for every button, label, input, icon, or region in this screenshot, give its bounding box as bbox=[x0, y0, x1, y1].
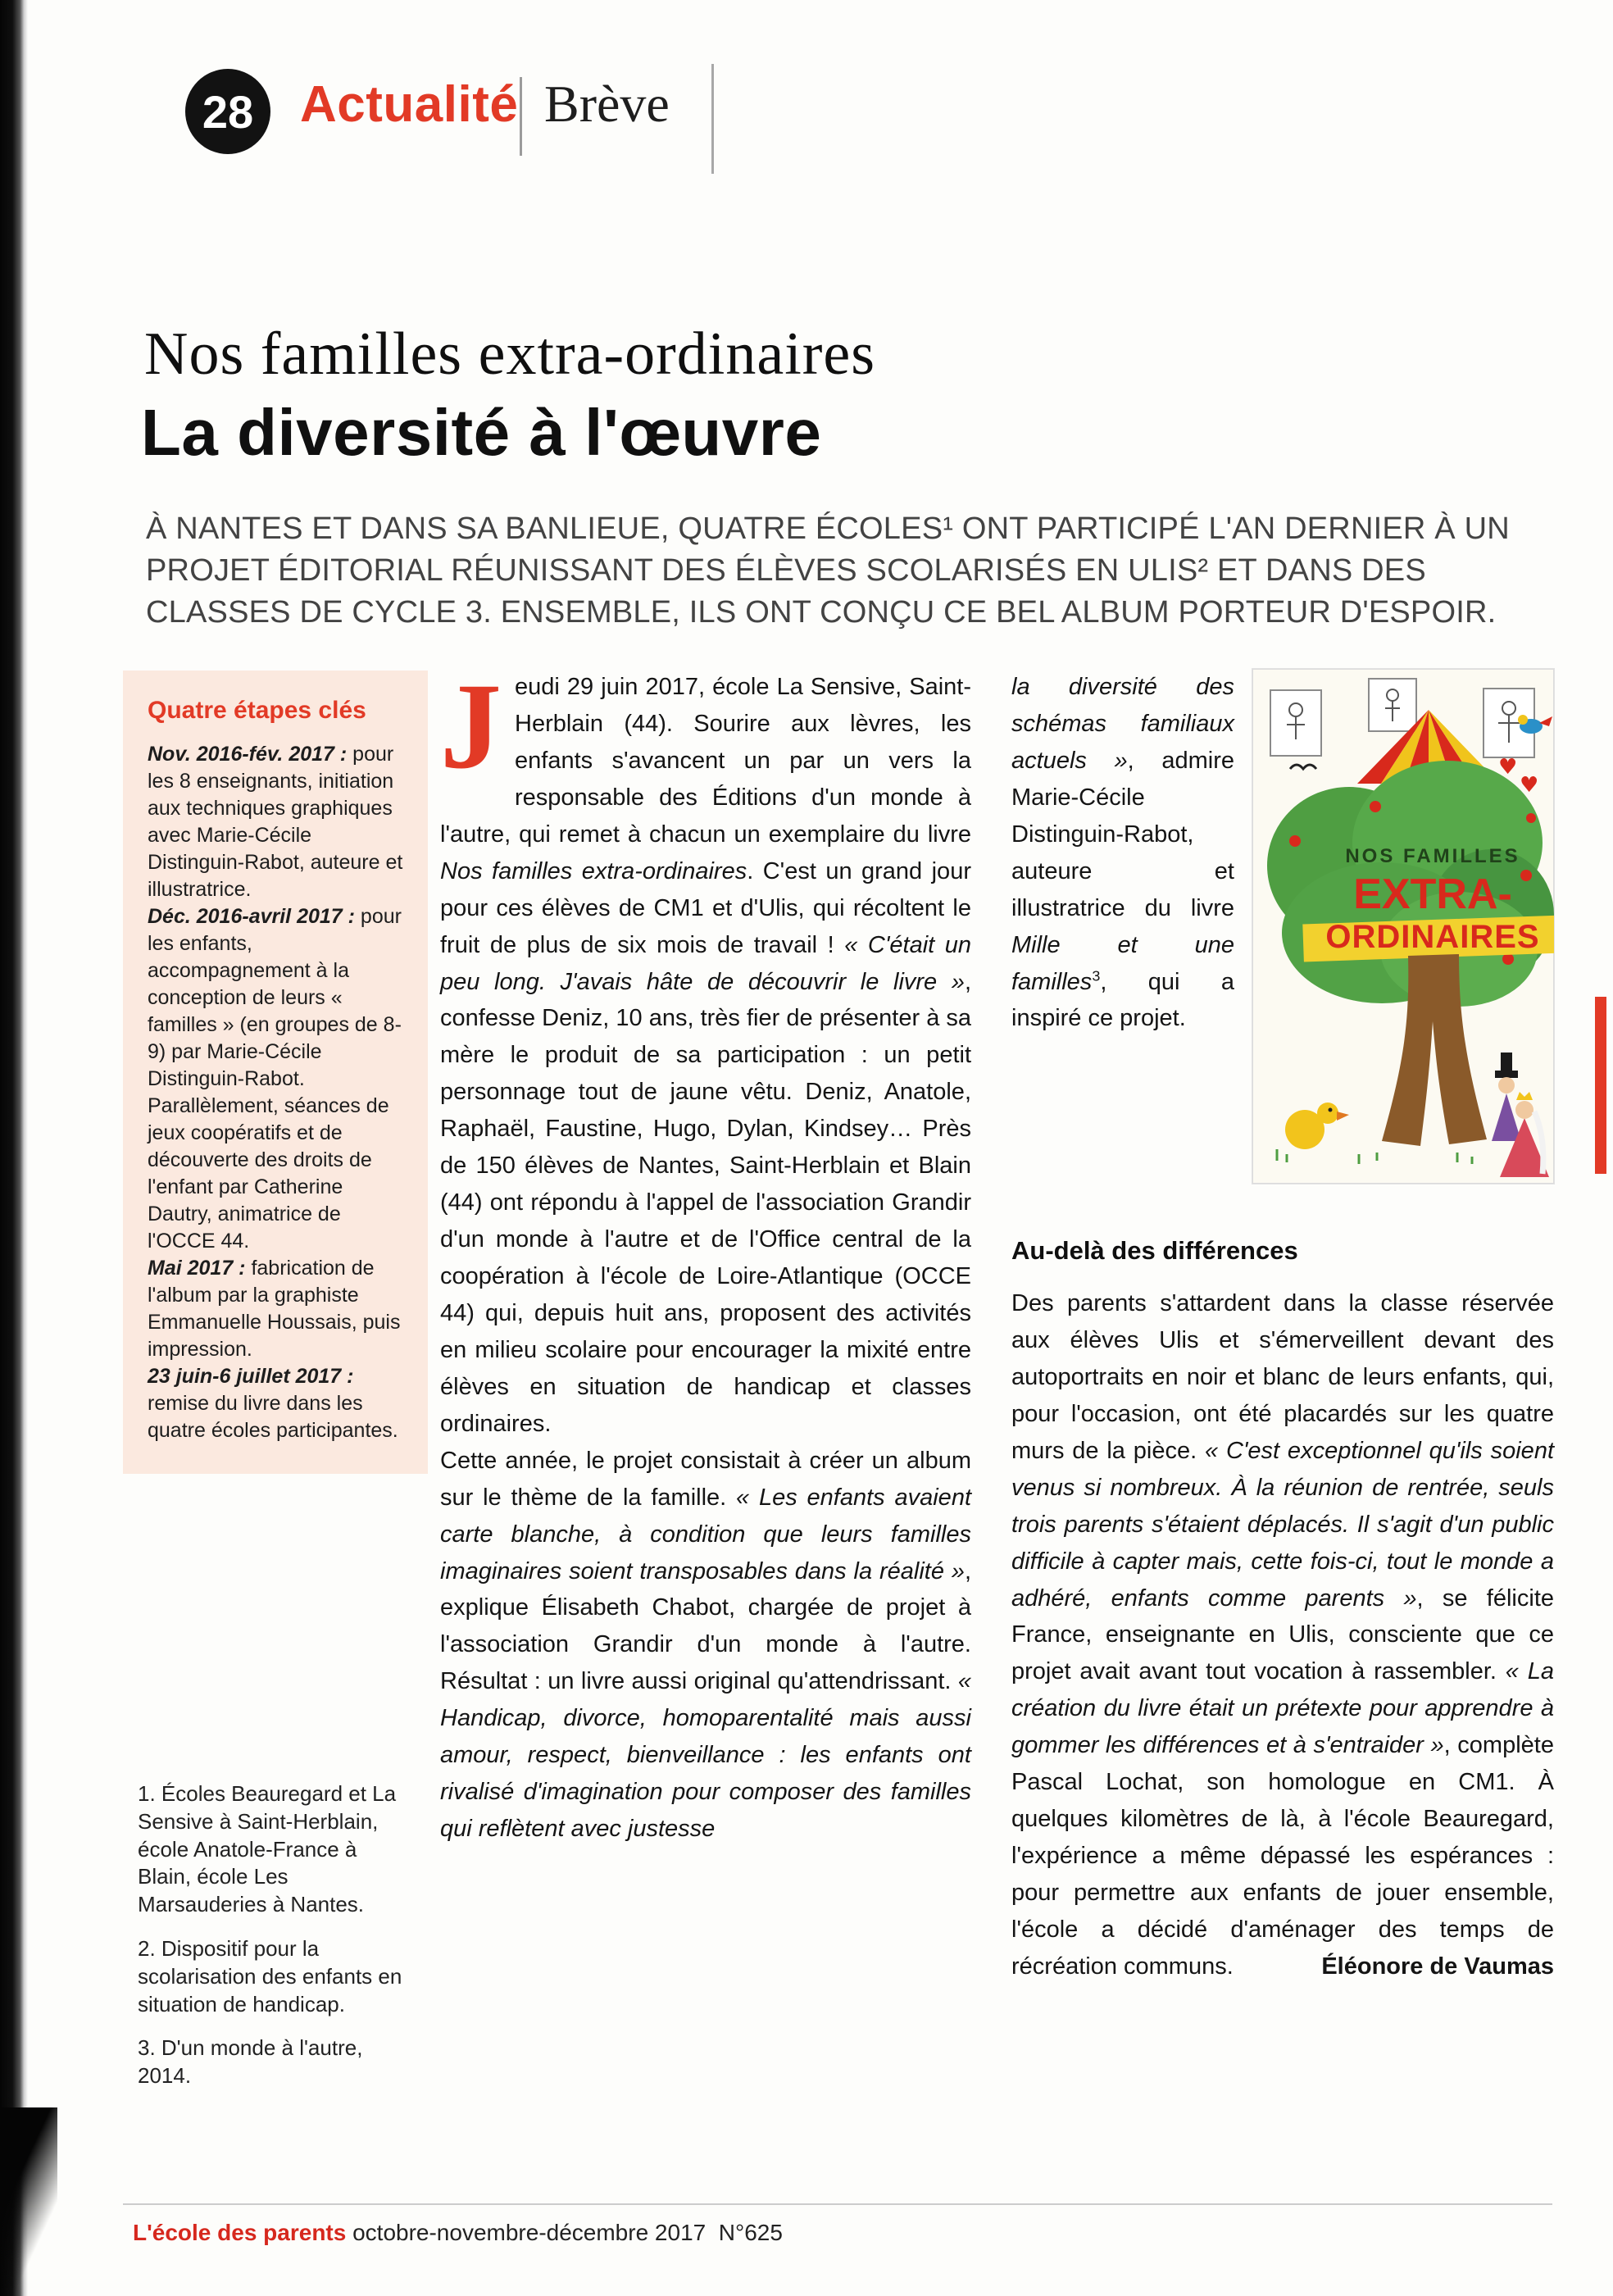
subhead-au-dela-des-differences: Au-delà des différences bbox=[1011, 1236, 1298, 1265]
article-paragraph bbox=[440, 1443, 971, 1848]
sidebar-title: Quatre étapes clés bbox=[148, 697, 366, 724]
sidebar-step: Mai 2017 : fabrication de l'album par la graphiste Emmanuelle Houssais, puis impression. bbox=[148, 1257, 401, 1361]
scan-binding-edge bbox=[0, 0, 28, 2296]
footnote-2: 2. Dispositif pour la scolarisation des enfants en situation de handicap. bbox=[138, 1935, 402, 2016]
article-body-column bbox=[440, 658, 972, 1848]
issue-date: octobre-novembre-décembre 2017 bbox=[352, 2220, 707, 2245]
page-number-badge bbox=[185, 69, 270, 154]
footnotes bbox=[138, 1780, 408, 2107]
rubric-label: Brève bbox=[544, 75, 670, 133]
article-paragraph bbox=[440, 658, 972, 1443]
footer-rule bbox=[123, 2203, 1552, 2205]
article-kicker-title: Nos familles extra-ordinaires bbox=[144, 321, 876, 388]
section-label: Actualité bbox=[300, 76, 519, 133]
article-standfirst: À NANTES ET DANS SA BANLIEUE, QUATRE ÉCOLES¹ ONT PARTICIPÉ L'AN DERNIER À UN PROJET ÉDITORIAL RÉUNISSANT DES ÉLÈVES SCOLARISÉS EN ULIS² ET DANS DES CLASSES DE CYCLE 3. ENSEMBLE, ILS ONT CONÇU CE BEL ALBUM PORTEUR D'ESPOIR. bbox=[146, 511, 1510, 630]
footnote-3: 3. D'un monde à l'autre, 2014. bbox=[138, 2035, 363, 2089]
right-body-paragraph bbox=[1011, 1285, 1554, 1985]
paragraph-text: Cette année, le projet consistait à créer un album sur le thème de la famille. « Les enfants avaient carte blanche, à condition que leurs familles imaginaires soient transposables dans la réalité », explique Élisabeth Chabot, chargée de projet à l'association Grandir d'un monde à l'autre. Résultat : un livre aussi original qu'attendrissant. « Handicap, divorce, homoparentalité mais aussi amour, respect, bienveillance : les enfants ont rivalisé d'imagination pour composer des familles qui reflètent avec justesse bbox=[440, 1447, 972, 1843]
dropcap: J bbox=[440, 658, 502, 794]
page-edge-red-bar bbox=[1595, 997, 1606, 1174]
sidebar-key-steps bbox=[123, 671, 428, 1474]
cover-title-top: NOS FAMILLES bbox=[1345, 845, 1520, 867]
issue-number: N°625 bbox=[718, 2220, 783, 2245]
sidebar-step: Déc. 2016-avril 2017 : pour les enfants, accompagnement à la conception de leurs « familles » (en groupes de 8-9) par Marie-Cécile Distinguin-Rabot. Parallèlement, séances de jeux coopératifs et de découverte des droits de l'enfant par Catherine Dautry, animatrice de l'OCCE 44. bbox=[148, 905, 402, 1253]
footer bbox=[133, 2220, 783, 2246]
paragraph-text: la diversité des schémas familiaux actuels », admire Marie-Cécile Distinguin-Rabot, auteure et illustratrice du livre Mille et une familles$^3$, qui a inspiré ce projet. bbox=[1011, 674, 1234, 1032]
book-cover-illustration bbox=[1252, 669, 1554, 1184]
paragraph-text: Des parents s'attardent dans la classe réservée aux élèves Ulis et s'émerveillent devant des autoportraits en noir et blanc de leurs enfants, qui, pour l'occasion, ont été placardés sur les quatre murs de la pièce. « C'est exceptionnel qu'ils soient venus si nombreux. À la réunion de rentrée, seuls trois parents s'étaient déplacés. Il s'agit d'un public difficile à capter mais, cette fois-ci, tout le monde a adhéré, enfants comme parents », se félicite France, enseignante en Ulis, consciente que ce projet avait avant tout vocation à rassembler. « La création du livre était un prétexte pour apprendre à gommer les différences et à s'entraider », complète Pascal Lochat, son homologue en CM1. À quelques kilomètres de là, à l'école Beauregard, l'expérience a même dépassé les espérances : pour permettre aux enfants de jouer ensemble, l'école a décidé d'aménager des temps de récréation communs. bbox=[1011, 1290, 1554, 1980]
author-byline: Éléonore de Vaumas bbox=[1321, 1953, 1554, 1980]
svg-text:♥: ♥ bbox=[1498, 755, 1518, 780]
article-right-column bbox=[1011, 669, 1554, 1985]
sidebar-step: Nov. 2016-fév. 2017 : pour les 8 enseignants, initiation aux techniques graphiques avec Marie-Cécile Distinguin-Rabot, auteure et illustratrice. bbox=[148, 743, 403, 901]
sidebar-step: 23 juin-6 juillet 2017 : remise du livre dans les quatre écoles participantes. bbox=[148, 1365, 398, 1442]
header-divider bbox=[711, 64, 714, 174]
footnote-1: 1. Écoles Beauregard et La Sensive à Saint-Herblain, école Anatole-France à Blain, école Les Marsauderies à Nantes. bbox=[138, 1781, 397, 1917]
cover-title-mid: EXTRA- bbox=[1353, 871, 1512, 918]
svg-text:♥: ♥ bbox=[1520, 773, 1539, 798]
page-number: 28 bbox=[202, 85, 254, 138]
scan-binding-corner bbox=[0, 2107, 57, 2296]
magazine-name: L'école des parents bbox=[133, 2220, 347, 2245]
paragraph-text: eudi 29 juin 2017, école La Sensive, Saint-Herblain (44). Sourire aux lèvres, les enfants s'avancent un par un vers la responsable des Éditions d'un monde à l'autre, qui remet à chacun un exemplaire du livre Nos familles extra-ordinaires. C'est un grand jour pour ces élèves de CM1 et d'Ulis, qui récoltent le fruit de plus de six mois de travail ! « C'était un peu long. J'avais hâte de découvrir le livre », confesse Deniz, 10 ans, très fier de présenter à sa mère le produit de sa participation : un petit personnage tout de jaune vêtu. Deniz, Anatole, Raphaël, Faustine, Hugo, Dylan, Kindsey… Près de 150 élèves de Nantes, Saint-Herblain et Blain (44) ont répondu à l'appel de l'association Grandir d'un monde à l'autre et de l'Office central de la coopération à l'école de Loire-Atlantique (OCCE 44) qui, depuis huit ans, proposent des activités en milieu scolaire pour encourager la mixité entre élèves en situation de handicap et classes ordinaires. bbox=[440, 674, 972, 1437]
book-cover bbox=[1252, 669, 1554, 1184]
cover-title-bottom: ORDINAIRES bbox=[1325, 919, 1540, 955]
header-divider bbox=[520, 77, 522, 156]
article-title: La diversité à l'œuvre bbox=[141, 396, 822, 469]
